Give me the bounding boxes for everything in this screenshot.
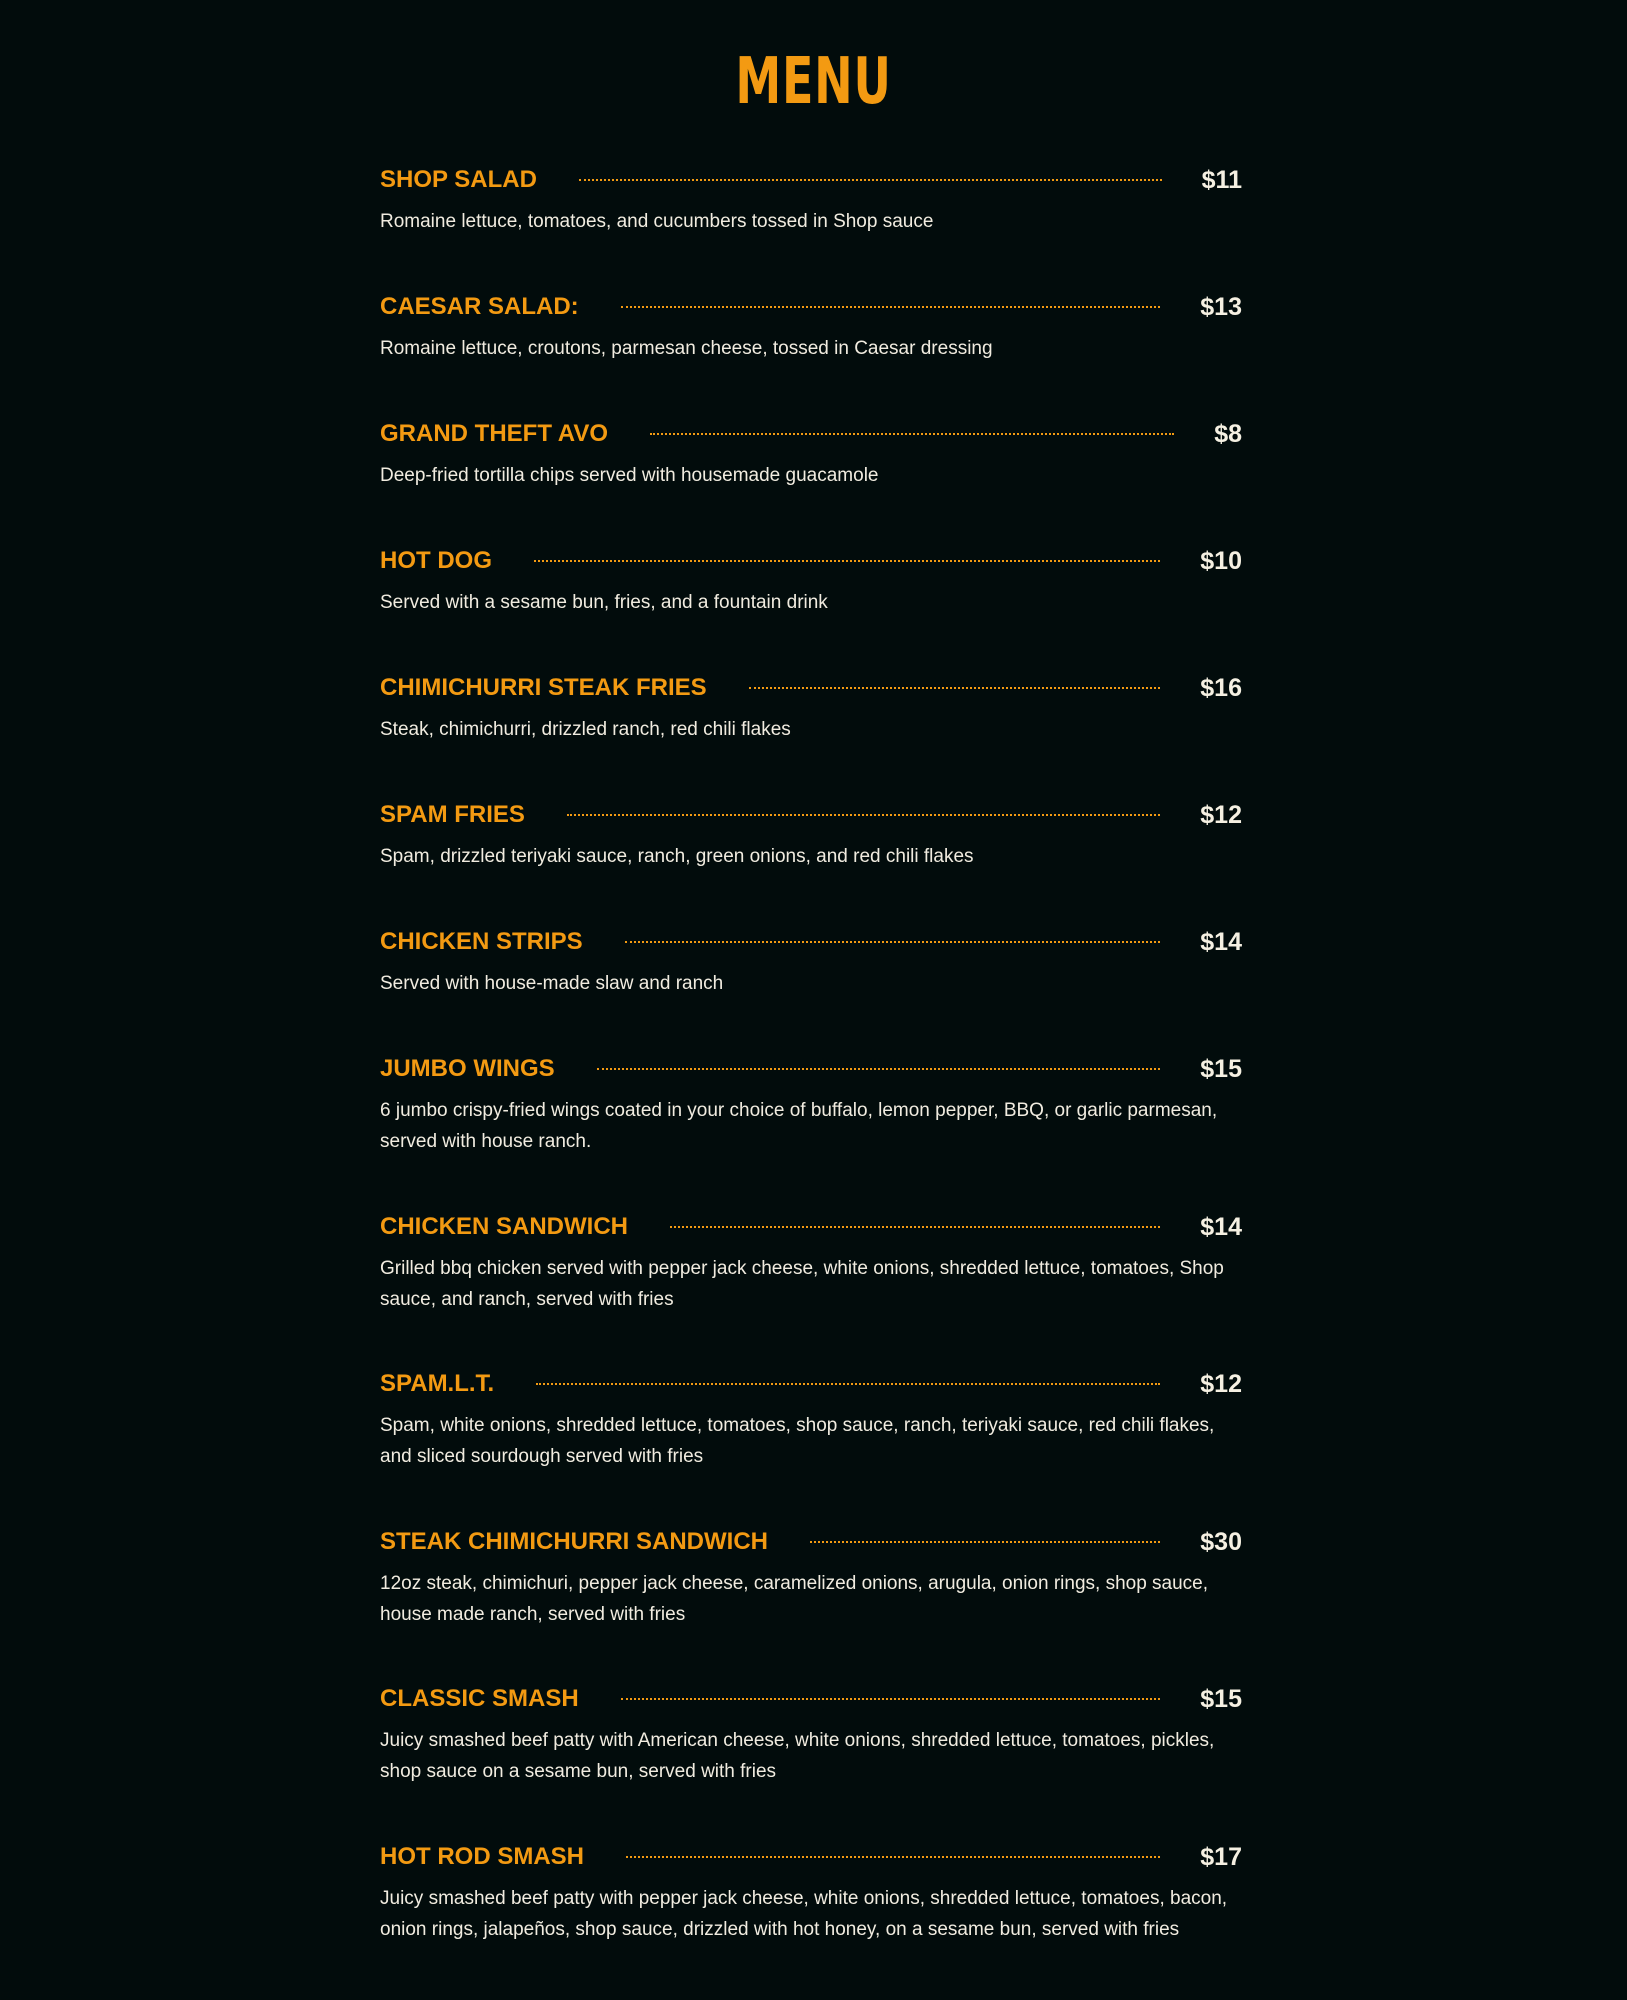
dotted-leader [621, 1698, 1161, 1700]
menu-item-name: CAESAR SALAD: [380, 293, 579, 320]
menu-item [380, 795, 1242, 872]
menu-item-price: $10 [1200, 546, 1242, 575]
menu-item [380, 1207, 1242, 1315]
menu-item-header [380, 541, 1242, 581]
menu-item-price: $15 [1200, 1684, 1242, 1713]
menu-item [380, 541, 1242, 618]
dotted-leader [650, 433, 1174, 435]
menu-item-price: $15 [1200, 1054, 1242, 1083]
menu-item-description: Deep-fried tortilla chips served with housemade guacamole [380, 465, 879, 486]
menu-item-description: Served with house-made slaw and ranch [380, 973, 724, 994]
menu-item-header [380, 414, 1242, 454]
menu-item-header [380, 795, 1242, 835]
menu-item-price: $13 [1200, 292, 1242, 321]
menu-item-price: $12 [1200, 1369, 1242, 1398]
menu-item [380, 1679, 1242, 1787]
dotted-leader [536, 1383, 1160, 1385]
menu-item-header [380, 160, 1242, 200]
dotted-leader [534, 560, 1160, 562]
menu-item-description: Grilled bbq chicken served with pepper jack cheese, white onions, shredded lettuce, tomatoes, Shop sauce, and ranch, served with fries [380, 1258, 1224, 1310]
dotted-leader [579, 179, 1162, 181]
menu-item-description: Served with a sesame bun, fries, and a fountain drink [380, 592, 828, 613]
menu-item-name: HOT ROD SMASH [380, 1843, 584, 1870]
menu-item-header [380, 287, 1242, 327]
dotted-leader [810, 1541, 1160, 1543]
menu-item [380, 1837, 1242, 1945]
menu-item-price: $8 [1214, 419, 1242, 448]
menu-item-description: Juicy smashed beef patty with American cheese, white onions, shredded lettuce, tomatoes, pickles, shop sauce on a sesame bun, served with fries [380, 1730, 1215, 1782]
menu-item-price: $11 [1201, 165, 1242, 194]
menu-item-description: Spam, white onions, shredded lettuce, tomatoes, shop sauce, ranch, teriyaki sauce, red chili flakes, and sliced sourdough served with fries [380, 1415, 1215, 1467]
menu-item [380, 414, 1242, 491]
menu-item-name: CHICKEN STRIPS [380, 928, 583, 955]
dotted-leader [597, 1068, 1161, 1070]
menu-item-description: Spam, drizzled teriyaki sauce, ranch, green onions, and red chili flakes [380, 846, 974, 867]
menu-item-name: CLASSIC SMASH [380, 1685, 579, 1712]
menu-item [380, 160, 1242, 237]
menu-item [380, 287, 1242, 364]
menu-item [380, 1049, 1242, 1157]
menu-item-header [380, 1679, 1242, 1719]
menu-item-description: 6 jumbo crispy-fried wings coated in your choice of buffalo, lemon pepper, BBQ, or garlic parmesan, served with house ranch. [380, 1100, 1218, 1152]
menu-item-description: Romaine lettuce, tomatoes, and cucumbers tossed in Shop sauce [380, 211, 934, 232]
menu-item-price: $30 [1200, 1527, 1242, 1556]
menu-item-header [380, 1364, 1242, 1404]
dotted-leader [670, 1226, 1160, 1228]
menu-item-name: SHOP SALAD [380, 166, 537, 193]
menu-item-header [380, 1049, 1242, 1089]
menu-item-name: HOT DOG [380, 547, 492, 574]
menu-item-name: JUMBO WINGS [380, 1055, 555, 1082]
menu-item-header [380, 668, 1242, 708]
menu-item-description: Romaine lettuce, croutons, parmesan cheese, tossed in Caesar dressing [380, 338, 993, 359]
menu-item-header [380, 1522, 1242, 1562]
menu-item-name: GRAND THEFT AVO [380, 420, 608, 447]
menu-item-price: $14 [1200, 1212, 1242, 1241]
menu-item [380, 668, 1242, 745]
menu-item-price: $12 [1200, 800, 1242, 829]
menu-item-price: $17 [1200, 1842, 1242, 1871]
dotted-leader [626, 1856, 1160, 1858]
menu-item-description: Juicy smashed beef patty with pepper jack cheese, white onions, shredded lettuce, tomatoes, bacon, onion rings, jalapeños, shop sauce, drizzled with hot honey, on a sesame bun, served with fries [380, 1888, 1228, 1940]
menu-item [380, 1364, 1242, 1472]
menu-item-header [380, 1207, 1242, 1247]
menu-item-name: CHICKEN SANDWICH [380, 1213, 628, 1240]
menu-item-description: Steak, chimichurri, drizzled ranch, red chili flakes [380, 719, 791, 740]
dotted-leader [567, 814, 1160, 816]
page-title: MENU [735, 45, 892, 119]
menu-item-header [380, 922, 1242, 962]
menu-item-name: CHIMICHURRI STEAK FRIES [380, 674, 707, 701]
dotted-leader [621, 306, 1161, 308]
menu-item-name: STEAK CHIMICHURRI SANDWICH [380, 1528, 768, 1555]
menu-item-price: $16 [1200, 673, 1242, 702]
menu-item-name: SPAM FRIES [380, 801, 525, 828]
dotted-leader [625, 941, 1161, 943]
menu-item-price: $14 [1200, 927, 1242, 956]
menu-item [380, 1522, 1242, 1630]
menu-item [380, 922, 1242, 999]
dotted-leader [749, 687, 1161, 689]
menu-item-header [380, 1837, 1242, 1877]
menu-item-name: SPAM.L.T. [380, 1370, 495, 1397]
menu-item-description: 12oz steak, chimichuri, pepper jack cheese, caramelized onions, arugula, onion rings, shop sauce, house made ranch, served with fries [380, 1573, 1209, 1625]
